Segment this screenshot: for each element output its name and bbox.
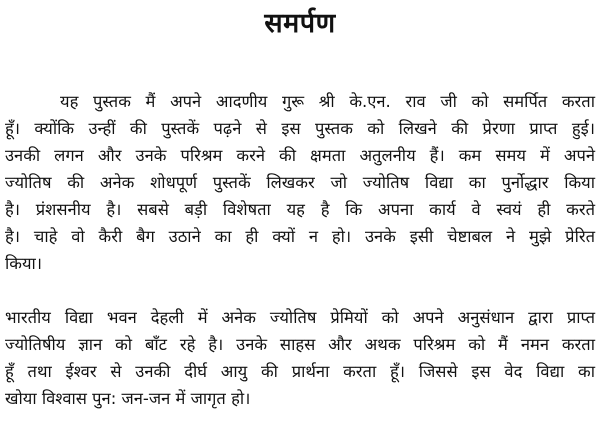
paragraph-line: खोया विश्वास पुन: जन-जन में जागृत हो।: [5, 389, 251, 408]
paragraph-line: हूँ। क्योंकि उन्हीं की पुस्तकें पढ़ने से इस पुस्तक को लिखने की प्रेरणा प्राप्त हुई।: [5, 119, 595, 138]
paragraph-tribute: [5, 304, 595, 412]
paragraph-line: हूँ तथा ईश्वर से उनकी दीर्घ आयु की प्रार्थना करता हूँ। जिससे इस वेद विद्या का: [5, 362, 595, 381]
paragraph-line: उनकी लगन और उनके परिश्रम करने की क्षमता अतुलनीय हैं। कम समय में अपने: [5, 146, 595, 165]
paragraph-line: है। चाहे वो कैरी बैग उठाने का ही क्यों न हो। उनके इसी चेष्टाबल ने मुझे प्रेरित: [5, 227, 595, 246]
paragraph-dedication: [5, 88, 595, 277]
paragraph-line: यह पुस्तक मैं अपने आदणीय गुरू श्री के.एन. राव जी को समर्पित करता: [60, 92, 595, 111]
page-title: समर्पण: [264, 8, 336, 39]
paragraph-line: ज्योतिष की अनेक शोधपूर्ण पुस्तकें लिखकर जो ज्योतिष विद्या का पुर्नोद्धार किया: [5, 173, 595, 192]
paragraph-line: किया।: [5, 254, 43, 273]
paragraph-line: है। प्रंशसनीय है। सबसे बड़ी विशेषता यह है कि अपना कार्य वे स्वयं ही करते: [5, 200, 595, 219]
paragraph-line: ज्योतिषीय ज्ञान को बाँट रहे है। उनके साहस और अथक परिश्रम को मैं नमन करता: [5, 335, 595, 354]
paragraph-line: भारतीय विद्या भवन देहली में अनेक ज्योतिष प्रेमियों को अपने अनुसंधान द्वारा प्राप्त: [5, 308, 595, 327]
